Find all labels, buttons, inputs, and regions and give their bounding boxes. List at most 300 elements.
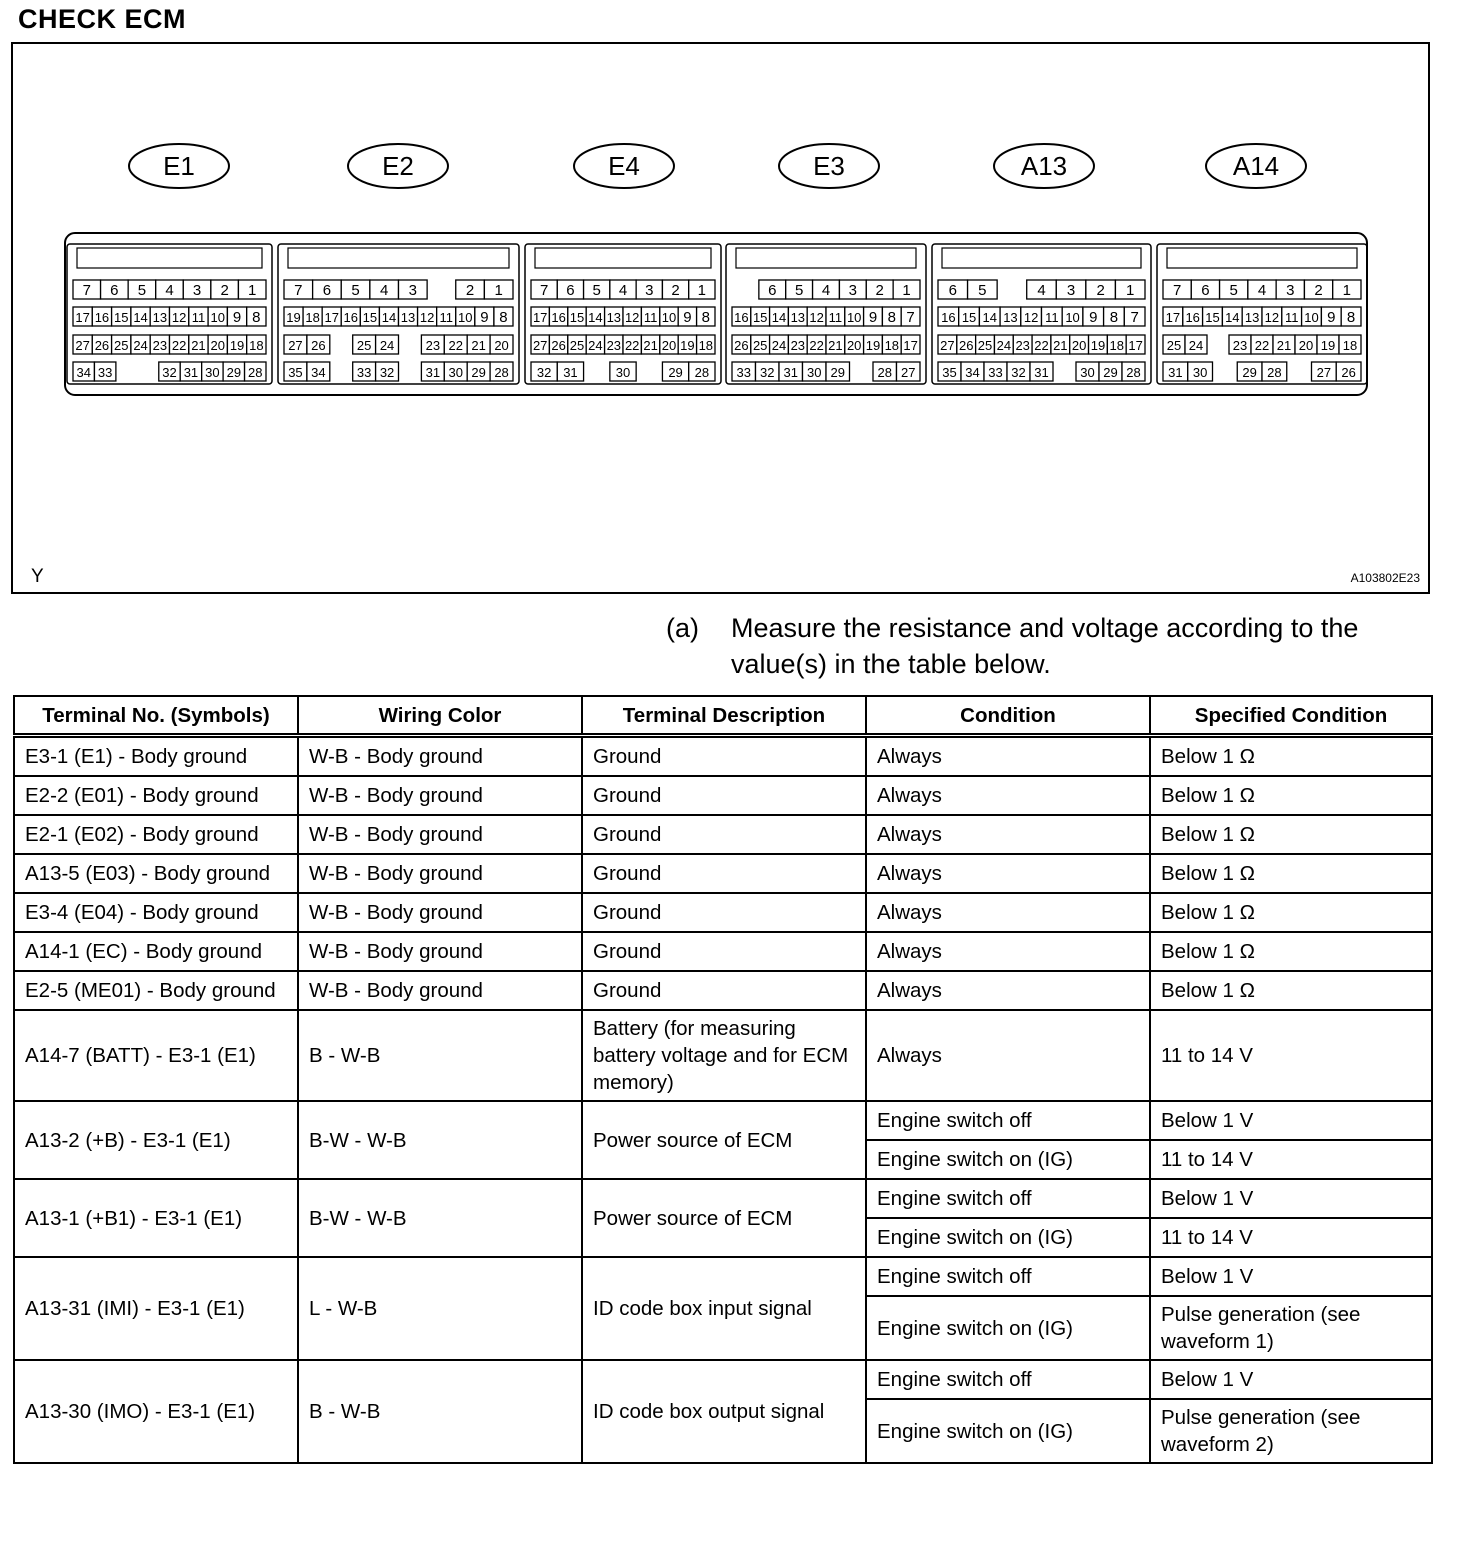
terminal-number: 18 bbox=[1342, 338, 1358, 353]
terminal-number: 7 bbox=[906, 309, 915, 326]
terminal-number: 27 bbox=[901, 365, 916, 380]
terminal-number: 34 bbox=[76, 365, 91, 380]
terminal-number: 6 bbox=[566, 282, 575, 299]
terminal-number: 26 bbox=[551, 338, 566, 353]
terminal-number: 30 bbox=[1080, 365, 1095, 380]
table-row bbox=[14, 854, 1432, 893]
cell-specified-condition: Below 1 Ω bbox=[1150, 971, 1432, 1010]
cell-condition: Engine switch off bbox=[866, 1101, 1150, 1140]
terminal-number: 14 bbox=[588, 310, 603, 325]
terminal-number: 20 bbox=[494, 338, 509, 353]
terminal-number: 10 bbox=[661, 310, 677, 325]
cell-wiring-color: L - W-B bbox=[298, 1257, 582, 1360]
terminal-number: 22 bbox=[1034, 338, 1049, 353]
terminal-number: 19 bbox=[1320, 338, 1336, 353]
terminal-number: 1 bbox=[697, 282, 707, 299]
connector-latch bbox=[942, 248, 1141, 268]
cell-terminal: A13-2 (+B) - E3-1 (E1) bbox=[14, 1101, 298, 1179]
terminal-number: 16 bbox=[941, 310, 956, 325]
table-row bbox=[14, 776, 1432, 815]
terminal-number: 5 bbox=[794, 282, 804, 299]
cell-condition: Engine switch off bbox=[866, 1179, 1150, 1218]
terminal-number: 28 bbox=[1126, 365, 1141, 380]
cell-terminal-description: Ground bbox=[582, 893, 866, 932]
cell-terminal-description: Power source of ECM bbox=[582, 1101, 866, 1179]
cell-condition: Always bbox=[866, 736, 1150, 777]
cell-specified-condition: Below 1 V bbox=[1150, 1257, 1432, 1296]
cell-condition: Engine switch on (IG) bbox=[866, 1218, 1150, 1257]
cell-terminal: A13-5 (E03) - Body ground bbox=[14, 854, 298, 893]
cell-terminal: A14-7 (BATT) - E3-1 (E1) bbox=[14, 1010, 298, 1101]
terminal-number: 28 bbox=[1267, 365, 1282, 380]
cell-wiring-color: W-B - Body ground bbox=[298, 932, 582, 971]
terminal-number: 29 bbox=[1103, 365, 1118, 380]
terminal-number: 15 bbox=[961, 310, 977, 325]
cell-specified-condition: 11 to 14 V bbox=[1150, 1140, 1432, 1179]
terminal-number: 30 bbox=[807, 365, 822, 380]
terminal-number: 19 bbox=[286, 310, 301, 325]
terminal-number: 18 bbox=[305, 310, 320, 325]
cell-specified-condition: Below 1 Ω bbox=[1150, 932, 1432, 971]
terminal-number: 10 bbox=[1065, 310, 1080, 325]
terminal-number: 11 bbox=[643, 310, 658, 325]
terminal-number: 13 bbox=[606, 310, 622, 325]
terminal-number: 16 bbox=[551, 310, 566, 325]
terminal-number: 7 bbox=[294, 282, 303, 299]
terminal-number: 6 bbox=[948, 282, 957, 299]
cell-wiring-color: B - W-B bbox=[298, 1360, 582, 1463]
cell-condition: Always bbox=[866, 1010, 1150, 1101]
cell-condition: Engine switch on (IG) bbox=[866, 1140, 1150, 1179]
terminal-number: 5 bbox=[592, 282, 601, 299]
terminal-number: 31 bbox=[563, 365, 578, 380]
terminal-number: 7 bbox=[1130, 309, 1139, 326]
cell-condition: Engine switch on (IG) bbox=[866, 1399, 1150, 1463]
terminal-number: 31 bbox=[425, 365, 441, 380]
terminal-number: 8 bbox=[701, 309, 710, 326]
terminal-number: 15 bbox=[114, 310, 129, 325]
terminal-number: 20 bbox=[846, 338, 862, 353]
connector-latch bbox=[736, 248, 916, 268]
terminal-number: 9 bbox=[1327, 309, 1336, 326]
terminal-number: 4 bbox=[1037, 282, 1046, 299]
cell-terminal: E2-1 (E02) - Body ground bbox=[14, 815, 298, 854]
cell-terminal: A13-1 (+B1) - E3-1 (E1) bbox=[14, 1179, 298, 1257]
table-row bbox=[14, 1010, 1432, 1101]
terminal-number: 11 bbox=[828, 310, 843, 325]
figure-corner-label: Y bbox=[31, 566, 44, 587]
cell-condition: Always bbox=[866, 932, 1150, 971]
cell-specified-condition: Below 1 V bbox=[1150, 1360, 1432, 1399]
terminal-number: 17 bbox=[75, 310, 90, 325]
header-wiring-color: Wiring Color bbox=[298, 696, 582, 736]
terminal-number: 10 bbox=[846, 310, 862, 325]
connector-e3 bbox=[726, 144, 926, 384]
terminal-number: 11 bbox=[439, 310, 453, 325]
terminal-number: 32 bbox=[1011, 365, 1026, 380]
terminal-number: 7 bbox=[82, 282, 91, 299]
terminal-number: 33 bbox=[356, 365, 372, 380]
cell-wiring-color: B - W-B bbox=[298, 1010, 582, 1101]
terminal-number: 16 bbox=[94, 310, 110, 325]
terminal-number: 8 bbox=[1346, 309, 1356, 326]
terminal-number: 25 bbox=[1166, 338, 1182, 353]
terminal-number: 3 bbox=[645, 282, 654, 299]
cell-specified-condition: Below 1 Ω bbox=[1150, 776, 1432, 815]
terminal-number: 1 bbox=[1126, 282, 1135, 299]
terminal-number: 21 bbox=[191, 338, 206, 353]
terminal-number: 33 bbox=[97, 365, 113, 380]
terminal-number: 24 bbox=[1188, 338, 1204, 353]
cell-terminal-description: ID code box input signal bbox=[582, 1257, 866, 1360]
terminal-number: 29 bbox=[1242, 365, 1257, 380]
terminal-number: 13 bbox=[152, 310, 168, 325]
connector-latch bbox=[1167, 248, 1357, 268]
ecm-terminal-table bbox=[13, 695, 1433, 1464]
terminal-number: 10 bbox=[210, 310, 225, 325]
table-row bbox=[14, 1101, 1432, 1140]
cell-wiring-color: B-W - W-B bbox=[298, 1179, 582, 1257]
cell-terminal-description: ID code box output signal bbox=[582, 1360, 866, 1463]
terminal-number: 31 bbox=[183, 365, 199, 380]
terminal-number: 28 bbox=[494, 365, 509, 380]
connector-latch bbox=[77, 248, 262, 268]
terminal-number: 31 bbox=[1168, 365, 1183, 380]
terminal-number: 28 bbox=[694, 365, 710, 380]
cell-terminal: E2-2 (E01) - Body ground bbox=[14, 776, 298, 815]
terminal-number: 18 bbox=[1109, 338, 1125, 353]
connector-label: E1 bbox=[163, 151, 195, 181]
terminal-number: 15 bbox=[1205, 310, 1220, 325]
terminal-number: 14 bbox=[133, 310, 148, 325]
terminal-number: 23 bbox=[152, 338, 168, 353]
figure-id: A103802E23 bbox=[1350, 571, 1420, 585]
terminal-number: 5 bbox=[351, 282, 360, 299]
terminal-number: 17 bbox=[903, 338, 918, 353]
cell-wiring-color: W-B - Body ground bbox=[298, 893, 582, 932]
cell-condition: Engine switch off bbox=[866, 1360, 1150, 1399]
terminal-number: 29 bbox=[226, 365, 242, 380]
terminal-number: 23 bbox=[425, 338, 441, 353]
connector-e4 bbox=[525, 144, 721, 384]
connector-label: E2 bbox=[382, 151, 414, 181]
terminal-number: 23 bbox=[606, 338, 622, 353]
terminal-number: 4 bbox=[821, 282, 831, 299]
terminal-number: 4 bbox=[165, 282, 174, 299]
terminal-number: 20 bbox=[210, 338, 225, 353]
terminal-number: 5 bbox=[1229, 282, 1238, 299]
terminal-number: 3 bbox=[1066, 282, 1076, 299]
terminal-number: 14 bbox=[771, 310, 787, 325]
terminal-number: 8 bbox=[499, 309, 508, 326]
terminal-number: 21 bbox=[643, 338, 658, 353]
terminal-number: 2 bbox=[1096, 282, 1105, 299]
cell-wiring-color: W-B - Body ground bbox=[298, 736, 582, 777]
terminal-number: 9 bbox=[683, 309, 692, 326]
cell-specified-condition: Below 1 Ω bbox=[1150, 854, 1432, 893]
terminal-number: 20 bbox=[661, 338, 677, 353]
terminal-number: 22 bbox=[1254, 338, 1270, 353]
terminal-number: 21 bbox=[1276, 338, 1292, 353]
terminal-number: 8 bbox=[887, 309, 896, 326]
header-specified-condition: Specified Condition bbox=[1150, 696, 1432, 736]
terminal-number: 17 bbox=[532, 310, 548, 325]
terminal-number: 24 bbox=[133, 338, 148, 353]
terminal-number: 31 bbox=[1034, 365, 1049, 380]
terminal-number: 13 bbox=[400, 310, 416, 325]
terminal-number: 34 bbox=[311, 365, 326, 380]
terminal-number: 29 bbox=[830, 365, 845, 380]
terminal-number: 24 bbox=[588, 338, 603, 353]
terminal-number: 2 bbox=[1314, 282, 1323, 299]
terminal-number: 25 bbox=[569, 338, 585, 353]
terminal-number: 16 bbox=[734, 310, 749, 325]
terminal-number: 32 bbox=[536, 365, 552, 380]
terminal-number: 1 bbox=[1342, 282, 1352, 299]
terminal-number: 28 bbox=[877, 365, 892, 380]
terminal-number: 16 bbox=[343, 310, 359, 325]
terminal-number: 14 bbox=[1225, 310, 1240, 325]
terminal-number: 34 bbox=[965, 365, 980, 380]
table-row bbox=[14, 893, 1432, 932]
cell-condition: Always bbox=[866, 815, 1150, 854]
cell-wiring-color: W-B - Body ground bbox=[298, 815, 582, 854]
terminal-number: 24 bbox=[996, 338, 1012, 353]
connector-a13 bbox=[932, 144, 1151, 384]
terminal-number: 31 bbox=[783, 365, 798, 380]
cell-wiring-color: W-B - Body ground bbox=[298, 776, 582, 815]
terminal-number: 7 bbox=[539, 282, 549, 299]
connector-label: A14 bbox=[1232, 151, 1280, 181]
cell-terminal-description: Ground bbox=[582, 932, 866, 971]
terminal-number: 26 bbox=[94, 338, 110, 353]
terminal-number: 27 bbox=[75, 338, 90, 353]
header-terminal-description: Terminal Description bbox=[582, 696, 866, 736]
terminal-number: 3 bbox=[848, 282, 858, 299]
table-header-row bbox=[14, 696, 1432, 736]
cell-specified-condition: Below 1 Ω bbox=[1150, 736, 1432, 777]
terminal-number: 8 bbox=[1109, 309, 1119, 326]
terminal-number: 11 bbox=[1045, 310, 1059, 325]
terminal-number: 23 bbox=[790, 338, 806, 353]
table-row bbox=[14, 1179, 1432, 1218]
cell-wiring-color: W-B - Body ground bbox=[298, 971, 582, 1010]
terminal-number: 18 bbox=[249, 338, 264, 353]
terminal-number: 2 bbox=[875, 282, 884, 299]
cell-specified-condition: Below 1 V bbox=[1150, 1179, 1432, 1218]
terminal-number: 30 bbox=[205, 365, 220, 380]
terminal-number: 33 bbox=[736, 365, 751, 380]
cell-terminal-description: Power source of ECM bbox=[582, 1179, 866, 1257]
terminal-number: 32 bbox=[760, 365, 775, 380]
terminal-number: 23 bbox=[1232, 338, 1248, 353]
terminal-number: 1 bbox=[248, 282, 257, 299]
terminal-number: 13 bbox=[1003, 310, 1018, 325]
cell-specified-condition: Below 1 Ω bbox=[1150, 893, 1432, 932]
terminal-number: 9 bbox=[480, 309, 489, 326]
terminal-number: 12 bbox=[624, 310, 640, 325]
table-row bbox=[14, 932, 1432, 971]
terminal-number: 30 bbox=[1192, 365, 1208, 380]
terminal-number: 33 bbox=[988, 365, 1003, 380]
terminal-number: 12 bbox=[419, 310, 435, 325]
terminal-number: 26 bbox=[311, 338, 326, 353]
terminal-number: 19 bbox=[229, 338, 245, 353]
ecm-connector-figure bbox=[11, 42, 1430, 594]
cell-specified-condition: Pulse generation (see waveform 1) bbox=[1150, 1296, 1432, 1360]
connector-a14 bbox=[1157, 144, 1367, 384]
terminal-number: 25 bbox=[752, 338, 768, 353]
terminal-number: 20 bbox=[1071, 338, 1087, 353]
table-row bbox=[14, 1257, 1432, 1296]
terminal-number: 5 bbox=[978, 282, 987, 299]
connector-e1 bbox=[67, 144, 272, 384]
terminal-number: 14 bbox=[381, 310, 397, 325]
terminal-number: 15 bbox=[569, 310, 585, 325]
terminal-number: 24 bbox=[379, 338, 395, 353]
terminal-number: 25 bbox=[114, 338, 129, 353]
terminal-number: 6 bbox=[1201, 282, 1210, 299]
terminal-number: 19 bbox=[1090, 338, 1106, 353]
cell-terminal-description: Battery (for measuring battery voltage and for ECM memory) bbox=[582, 1010, 866, 1101]
header-terminal: Terminal No. (Symbols) bbox=[14, 696, 298, 736]
terminal-number: 1 bbox=[902, 282, 911, 299]
terminal-number: 3 bbox=[192, 282, 202, 299]
terminal-number: 18 bbox=[884, 338, 900, 353]
connector-latch bbox=[535, 248, 711, 268]
terminal-number: 9 bbox=[1089, 309, 1098, 326]
terminal-number: 4 bbox=[380, 282, 389, 299]
terminal-number: 12 bbox=[1023, 310, 1039, 325]
cell-wiring-color: B-W - W-B bbox=[298, 1101, 582, 1179]
terminal-number: 13 bbox=[790, 310, 806, 325]
terminal-number: 2 bbox=[220, 282, 229, 299]
cell-specified-condition: 11 to 14 V bbox=[1150, 1010, 1432, 1101]
connector-diagram bbox=[13, 44, 1428, 592]
connector-latch bbox=[288, 248, 509, 268]
terminal-number: 19 bbox=[680, 338, 695, 353]
cell-terminal: E2-5 (ME01) - Body ground bbox=[14, 971, 298, 1010]
terminal-number: 12 bbox=[1264, 310, 1280, 325]
terminal-number: 32 bbox=[162, 365, 177, 380]
terminal-number: 15 bbox=[362, 310, 378, 325]
terminal-number: 2 bbox=[465, 282, 475, 299]
terminal-number: 17 bbox=[1165, 310, 1181, 325]
terminal-number: 3 bbox=[408, 282, 417, 299]
terminal-number: 27 bbox=[532, 338, 548, 353]
terminal-number: 8 bbox=[252, 309, 261, 326]
terminal-number: 35 bbox=[942, 365, 957, 380]
terminal-number: 6 bbox=[110, 282, 119, 299]
cell-specified-condition: Below 1 V bbox=[1150, 1101, 1432, 1140]
terminal-number: 22 bbox=[171, 338, 187, 353]
terminal-number: 14 bbox=[982, 310, 997, 325]
cell-terminal: E3-4 (E04) - Body ground bbox=[14, 893, 298, 932]
terminal-number: 25 bbox=[977, 338, 993, 353]
terminal-number: 5 bbox=[137, 282, 147, 299]
table-row bbox=[14, 971, 1432, 1010]
cell-condition: Always bbox=[866, 776, 1150, 815]
terminal-number: 9 bbox=[232, 309, 242, 326]
table-row bbox=[14, 1360, 1432, 1399]
terminal-number: 29 bbox=[471, 365, 486, 380]
terminal-number: 4 bbox=[618, 282, 628, 299]
terminal-number: 13 bbox=[1244, 310, 1260, 325]
terminal-number: 3 bbox=[1286, 282, 1295, 299]
terminal-number: 9 bbox=[868, 309, 878, 326]
terminal-number: 17 bbox=[1128, 338, 1143, 353]
cell-terminal-description: Ground bbox=[582, 971, 866, 1010]
cell-specified-condition: 11 to 14 V bbox=[1150, 1218, 1432, 1257]
connector-e2 bbox=[278, 144, 519, 384]
page-title: CHECK ECM bbox=[18, 4, 187, 34]
terminal-number: 27 bbox=[940, 338, 955, 353]
terminal-number: 27 bbox=[288, 338, 303, 353]
cell-condition: Always bbox=[866, 854, 1150, 893]
terminal-number: 22 bbox=[624, 338, 640, 353]
terminal-number: 15 bbox=[752, 310, 768, 325]
terminal-number: 23 bbox=[1015, 338, 1030, 353]
connector-label: E4 bbox=[608, 151, 640, 181]
table-row bbox=[14, 815, 1432, 854]
terminal-number: 29 bbox=[668, 365, 683, 380]
cell-wiring-color: W-B - Body ground bbox=[298, 854, 582, 893]
cell-condition: Engine switch on (IG) bbox=[866, 1296, 1150, 1360]
terminal-number: 11 bbox=[1284, 310, 1299, 325]
cell-condition: Always bbox=[866, 893, 1150, 932]
terminal-number: 4 bbox=[1257, 282, 1267, 299]
terminal-number: 21 bbox=[1053, 338, 1068, 353]
terminal-number: 32 bbox=[379, 365, 395, 380]
terminal-number: 30 bbox=[448, 365, 463, 380]
cell-terminal: A14-1 (EC) - Body ground bbox=[14, 932, 298, 971]
terminal-number: 26 bbox=[958, 338, 974, 353]
terminal-number: 10 bbox=[1304, 310, 1319, 325]
cell-specified-condition: Pulse generation (see waveform 2) bbox=[1150, 1399, 1432, 1463]
terminal-number: 19 bbox=[865, 338, 881, 353]
cell-terminal-description: Ground bbox=[582, 854, 866, 893]
cell-terminal-description: Ground bbox=[582, 776, 866, 815]
terminal-number: 26 bbox=[1341, 365, 1356, 380]
table-row bbox=[14, 736, 1432, 777]
terminal-number: 28 bbox=[248, 365, 263, 380]
cell-condition: Engine switch off bbox=[866, 1257, 1150, 1296]
terminal-number: 26 bbox=[734, 338, 749, 353]
cell-terminal-description: Ground bbox=[582, 736, 866, 777]
cell-specified-condition: Below 1 Ω bbox=[1150, 815, 1432, 854]
cell-terminal: A13-31 (IMI) - E3-1 (E1) bbox=[14, 1257, 298, 1360]
terminal-number: 22 bbox=[809, 338, 824, 353]
terminal-number: 6 bbox=[768, 282, 777, 299]
connector-label: E3 bbox=[813, 151, 845, 181]
terminal-number: 6 bbox=[322, 282, 332, 299]
terminal-number: 21 bbox=[828, 338, 843, 353]
cell-condition: Always bbox=[866, 971, 1150, 1010]
terminal-number: 12 bbox=[171, 310, 187, 325]
terminal-number: 27 bbox=[1316, 365, 1332, 380]
cell-terminal: E3-1 (E1) - Body ground bbox=[14, 736, 298, 777]
step-text: Measure the resistance and voltage according to the value(s) in the table below. bbox=[731, 613, 1359, 679]
terminal-number: 2 bbox=[671, 282, 680, 299]
cell-terminal: A13-30 (IMO) - E3-1 (E1) bbox=[14, 1360, 298, 1463]
terminal-number: 12 bbox=[809, 310, 824, 325]
cell-terminal-description: Ground bbox=[582, 815, 866, 854]
connector-label: A13 bbox=[1020, 151, 1068, 181]
terminal-number: 35 bbox=[288, 365, 303, 380]
terminal-number: 24 bbox=[771, 338, 787, 353]
terminal-number: 1 bbox=[494, 282, 503, 299]
terminal-number: 30 bbox=[615, 365, 631, 380]
